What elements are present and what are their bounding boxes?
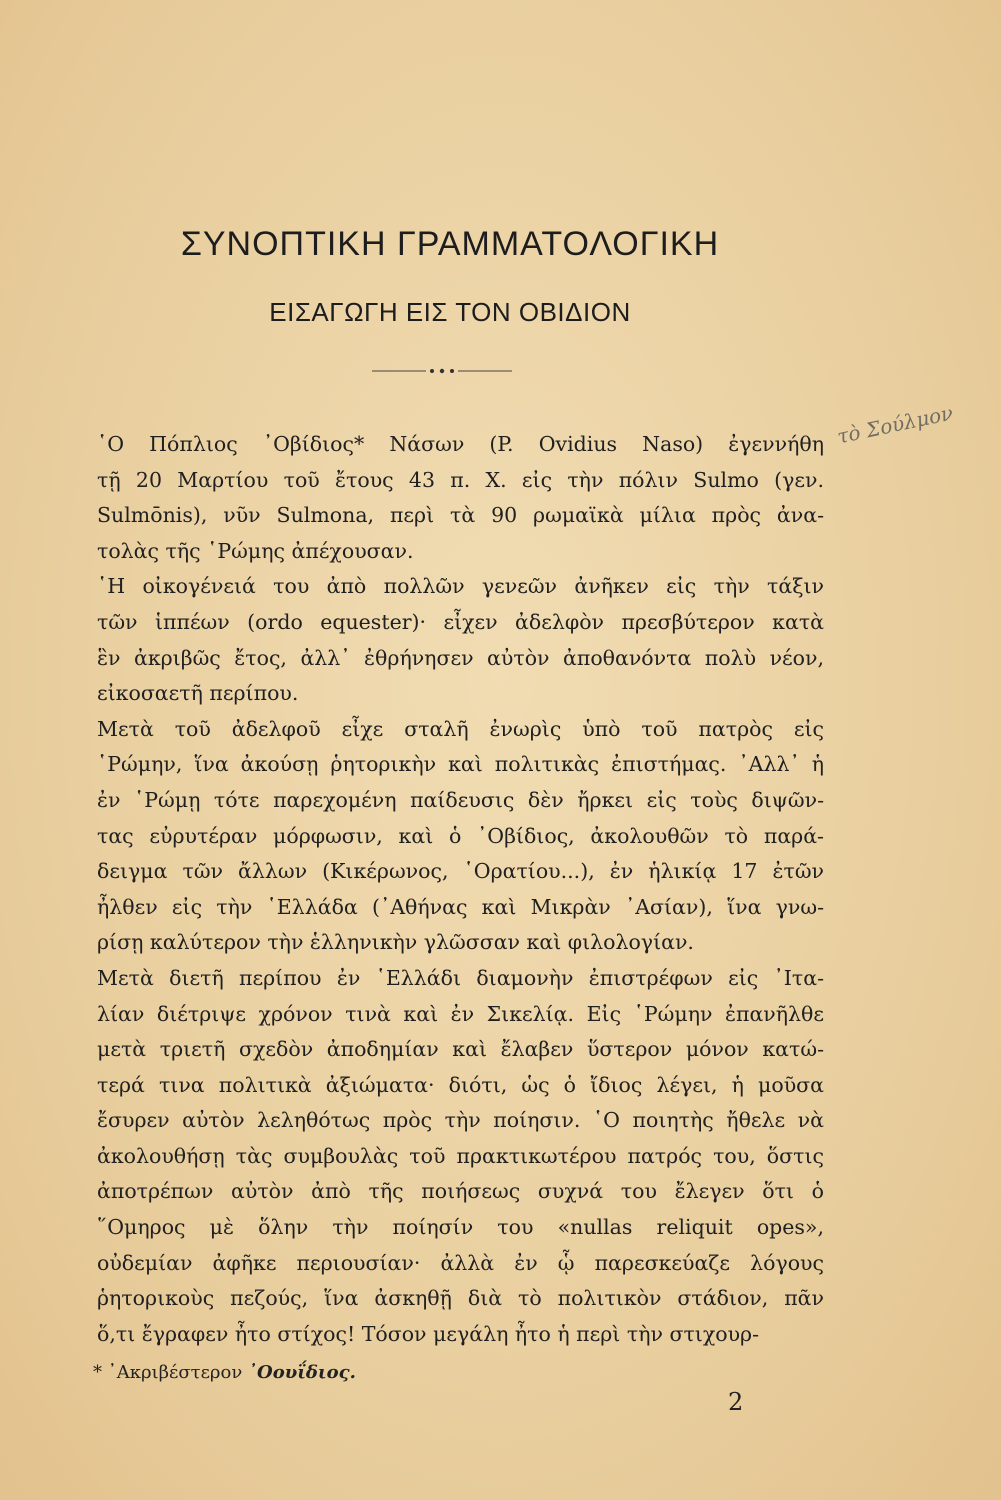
- footnote-word: ᾿Οουΐδιος.: [248, 1362, 356, 1383]
- text-line: ῞Ομηρος μὲ ὅλην τὴν ποίησίν του «nullas reliquit opes»,: [97, 1215, 824, 1240]
- text-line: ὅ,τι ἔγραφεν ἦτο στίχος! Τόσον μεγάλη ἦτο ἡ περὶ τὴν στιχουρ-: [97, 1321, 760, 1346]
- text-line: τῇ 20 Μαρτίου τοῦ ἔτους 43 π. Χ. εἰς τὴν πόλιν Sulmo (γεν.: [97, 467, 824, 492]
- text-line: λίαν διέτριψε χρόνον τινὰ καὶ ἐν Σικελίᾳ. Εἰς ῾Ρώμην ἐπανῆλθε: [97, 1001, 824, 1026]
- text-line: ρίσῃ καλύτερον τὴν ἑλληνικὴν γλῶσσαν καὶ φιλολογίαν.: [97, 930, 694, 955]
- text-line: ῥητορικοὺς πεζούς, ἵνα ἀσκηθῇ διὰ τὸ πολιτικὸν στάδιον, πᾶν: [97, 1286, 824, 1311]
- ornament-divider: [372, 366, 512, 376]
- text-line: ῾Ο Πόπλιος ᾿Οβίδιος* Νάσων (P. Ovidius Naso) ἐγεννήθη: [97, 432, 824, 456]
- body-text: [97, 427, 824, 1352]
- text-line: ῾Ρώμην, ἵνα ἀκούσῃ ῥητορικὴν καὶ πολιτικὰς ἐπιστήμας. ᾿Αλλ᾿ ἡ: [97, 752, 824, 777]
- text-line: μετὰ τριετῆ σχεδὸν ἀποδημίαν καὶ ἔλαβεν ὕστερον μόνον κατώ-: [97, 1037, 824, 1062]
- page-number: 2: [728, 1388, 744, 1416]
- page-subtitle: ΕΙΣΑΓΩΓΗ ΕΙΣ ΤΟΝ ΟΒΙΔΙΟΝ: [269, 297, 631, 327]
- text-line: ἔσυρεν αὐτὸν λεληθότως πρὸς τὴν ποίησιν. ῾Ο ποιητὴς ἤθελε νὰ: [97, 1108, 824, 1133]
- footnote-prefix: * ᾿Ακριβέστερον: [93, 1362, 243, 1383]
- text-line: Μετὰ διετῆ περίπου ἐν ῾Ελλάδι διαμονὴν ἐπιστρέφων εἰς ᾿Ιτα-: [97, 965, 824, 990]
- page-title: ΣΥΝΟΠΤΙΚΗ ΓΡΑΜΜΑΤΟΛΟΓΙΚΗ: [180, 225, 720, 263]
- text-line: Sulmōnis), νῦν Sulmona, περὶ τὰ 90 ρωμαϊκὰ μίλια πρὸς ἀνα-: [97, 503, 824, 528]
- text-line: Μετὰ τοῦ ἀδελφοῦ εἶχε σταλῆ ἐνωρὶς ὑπὸ τοῦ πατρὸς εἰς: [97, 716, 824, 741]
- text-line: τολὰς τῆς ῾Ρώμης ἀπέχουσαν.: [97, 538, 414, 563]
- text-line: οὐδεμίαν ἀφῆκε περιουσίαν· ἀλλὰ ἐν ᾧ παρεσκεύαζε λόγους: [97, 1250, 824, 1275]
- text-line: ἀκολουθήσῃ τὰς συμβουλὰς τοῦ πρακτικωτέρου πατρός του, ὅστις: [97, 1143, 824, 1168]
- text-line: ἐν ῾Ρώμῃ τότε παρεχομένη παίδευσις δὲν ἤρκει εἰς τοὺς διψῶν-: [97, 787, 824, 812]
- text-line: τῶν ἱππέων (ordo equester)· εἶχεν ἀδελφὸν πρεσβύτερον κατὰ: [97, 609, 824, 634]
- text-line: εἰκοσαετῆ περίπου.: [97, 681, 299, 706]
- handwritten-margin-note: τὸ Σούλμον: [835, 400, 956, 449]
- text-line: δειγμα τῶν ἄλλων (Κικέρωνος, ῾Ορατίου...), ἐν ἡλικίᾳ 17 ἐτῶν: [97, 859, 824, 884]
- text-line: ῾Η οἰκογένειά του ἀπὸ πολλῶν γενεῶν ἀνῆκεν εἰς τὴν τάξιν: [97, 574, 824, 599]
- footnote: [93, 1362, 356, 1383]
- text-line: τας εὐρυτέραν μόρφωσιν, καὶ ὁ ᾿Οβίδιος, ἀκολουθῶν τὸ παρά-: [97, 823, 824, 848]
- text-line: ἀποτρέπων αὐτὸν ἀπὸ τῆς ποιήσεως συχνά του ἔλεγεν ὅτι ὁ: [97, 1179, 824, 1204]
- text-line: τερά τινα πολιτικὰ ἀξιώματα· διότι, ὡς ὁ ἴδιος λέγει, ἡ μοῦσα: [97, 1072, 824, 1097]
- text-line: ἓν ἀκριβῶς ἔτος, ἀλλ᾿ ἐθρήνησεν αὐτὸν ἀποθανόντα πολὺ νέον,: [97, 645, 824, 670]
- text-line: ἦλθεν εἰς τὴν ῾Ελλάδα (᾿Αθήνας καὶ Μικρὰν ᾿Ασίαν), ἵνα γνω-: [97, 894, 824, 919]
